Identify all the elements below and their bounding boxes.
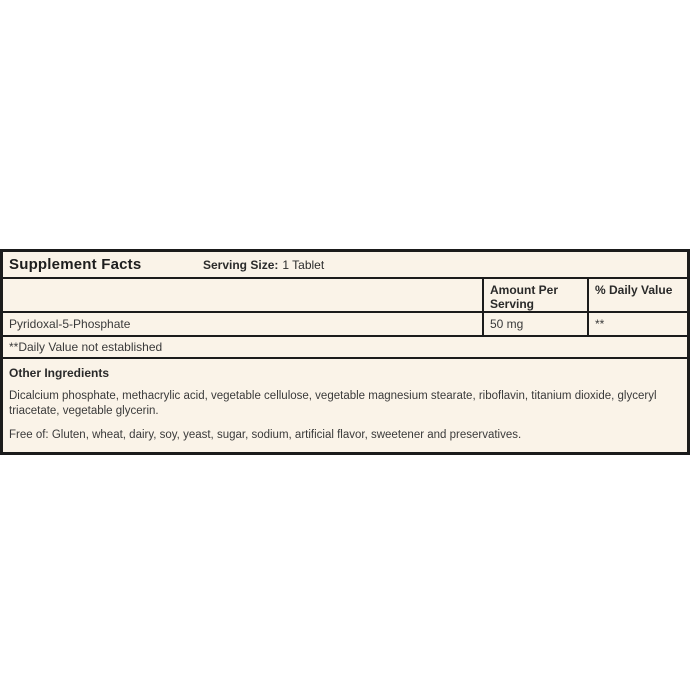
column-header-row xyxy=(3,277,687,311)
nutrient-row xyxy=(3,311,687,335)
other-ingredients-list: Dicalcium phosphate, methacrylic acid, vegetable cellulose, vegetable magnesium stearate, riboflavin, titanium dioxide, glyceryl triacetate, vegetable glycerin. xyxy=(9,390,657,417)
supplement-facts-title: Supplement Facts xyxy=(9,256,142,273)
daily-value-header: % Daily Value xyxy=(587,279,687,311)
other-ingredients-heading: Other Ingredients xyxy=(9,366,110,380)
serving-size-value: 1 Tablet xyxy=(282,257,325,272)
amount-per-serving-header: Amount Per Serving xyxy=(482,279,587,311)
free-of-statement: Free of: Gluten, wheat, dairy, soy, yeast, sugar, sodium, artificial flavor, sweetener and preservatives. xyxy=(9,429,522,441)
supplement-facts-panel xyxy=(0,249,690,455)
nutrient-name: Pyridoxal-5-Phosphate xyxy=(9,317,131,331)
daily-value-footnote: **Daily Value not established xyxy=(3,335,687,357)
nutrient-daily-value: ** xyxy=(587,313,687,335)
empty-header-cell xyxy=(3,279,482,311)
serving-size xyxy=(203,252,324,277)
serving-size-label: Serving Size: xyxy=(203,257,279,272)
other-ingredients-section xyxy=(3,357,687,443)
nutrient-amount: 50 mg xyxy=(482,313,587,335)
title-row xyxy=(3,252,687,277)
